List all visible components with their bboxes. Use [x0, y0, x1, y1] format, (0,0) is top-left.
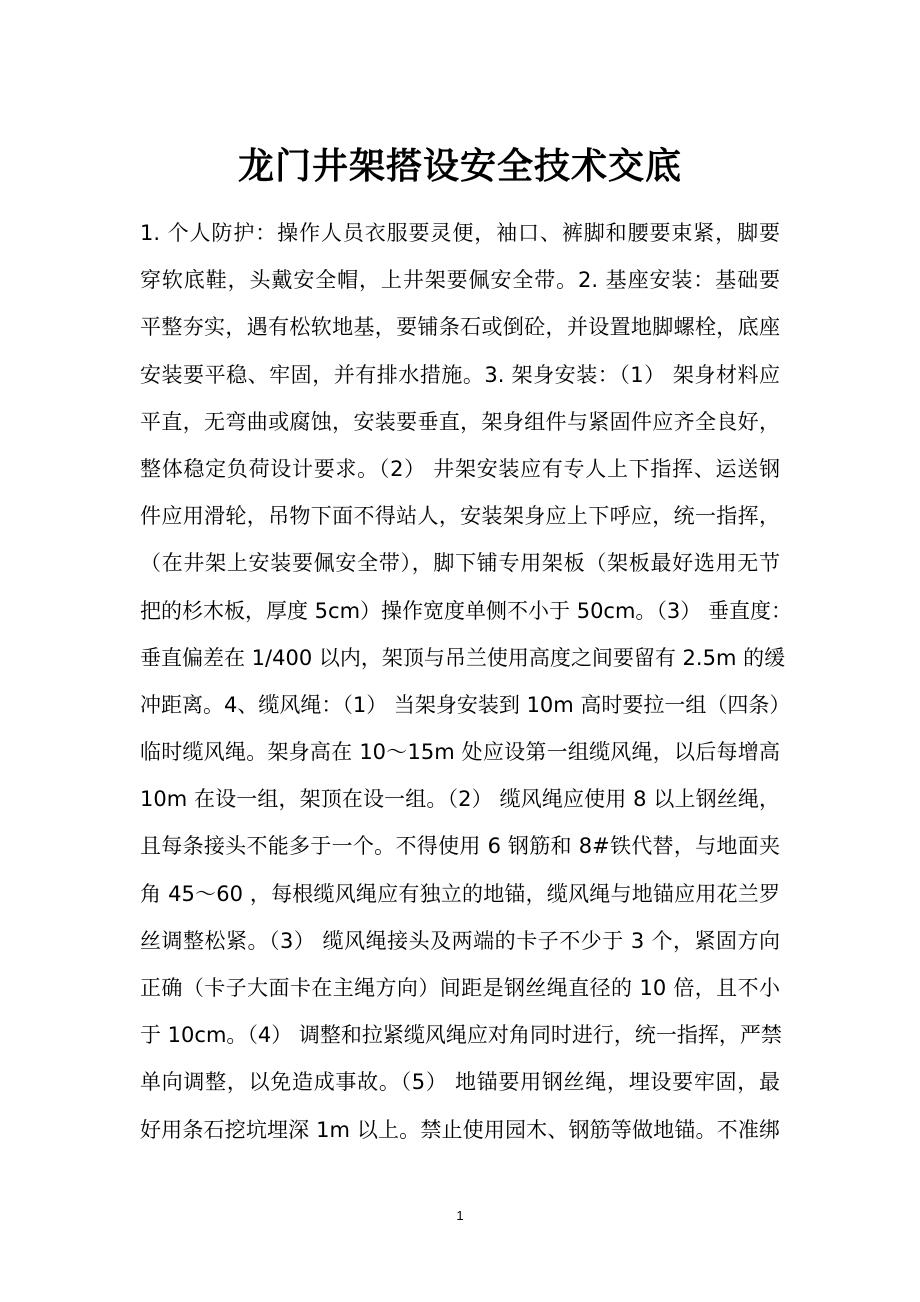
body-line: 10m 在设一组，架顶在设一组。（2） 缆风绳应使用 8 以上钢丝绳， — [140, 787, 780, 812]
body-line: 垂直偏差在 1/400 以内，架顶与吊兰使用高度之间要留有 2.5m 的缓 — [140, 645, 786, 670]
document-title: 龙门井架搭设安全技术交底 — [237, 145, 682, 187]
body-line: 平整夯实，遇有松软地基，要铺条石或倒砼，并设置地脚螺栓，底座 — [140, 315, 780, 340]
body-line: 平直，无弯曲或腐蚀，安装要垂直，架身组件与紧固件应齐全良好， — [140, 409, 780, 434]
body-line: 角 45～60 ，每根缆风绳应有独立的地锚，缆风绳与地锚应用花兰罗 — [140, 881, 780, 906]
body-line: 安装要平稳、牢固，并有排水措施。3. 架身安装：（1） 架身材料应 — [140, 362, 780, 387]
body-line: 丝调整松紧。（3） 缆风绳接头及两端的卡子不少于 3 个，紧固方向 — [140, 928, 780, 953]
body-line: 且每条接头不能多于一个。不得使用 6 钢筋和 8#铁代替，与地面夹 — [140, 834, 780, 859]
body-line: 把的杉木板，厚度 5cm）操作宽度单侧不小于 50cm。（3） 垂直度： — [140, 598, 792, 623]
body-line: 1. 个人防护：操作人员衣服要灵便，袖口、裤脚和腰要束紧，脚要 — [140, 221, 780, 245]
page-number: 1 — [456, 1208, 464, 1223]
body-line: 正确（卡子大面卡在主绳方向）间距是钢丝绳直径的 10 倍，且不小 — [140, 976, 780, 1000]
body-line: 临时缆风绳。架身高在 10～15m 处应设第一组缆风绳，以后每增高 — [140, 740, 780, 765]
body-line: 件应用滑轮，吊物下面不得站人，安装架身应上下呼应，统一指挥， — [140, 504, 780, 529]
body-line: （在井架上安装要佩安全带），脚下铺专用架板（架板最好选用无节 — [140, 551, 780, 576]
body-line: 于 10cm。（4） 调整和拉紧缆风绳应对角同时进行，统一指挥，严禁 — [140, 1023, 782, 1048]
body-line: 单向调整，以免造成事故。（5） 地锚要用钢丝绳，埋设要牢固，最 — [140, 1070, 780, 1095]
document-body — [140, 210, 792, 1154]
body-line: 冲距离。4、缆风绳：（1） 当架身安装到 10m 高时要拉一组（四条） — [140, 692, 791, 717]
body-line: 整体稳定负荷设计要求。（2） 井架安装应有专人上下指挥、运送钢 — [140, 456, 780, 481]
body-line: 穿软底鞋，头戴安全帽，上井架要佩安全带。2. 基座安装：基础要 — [140, 268, 780, 293]
body-line: 好用条石挖坑埋深 1m 以上。禁止使用园木、钢筋等做地锚。不准绑 — [140, 1117, 780, 1142]
